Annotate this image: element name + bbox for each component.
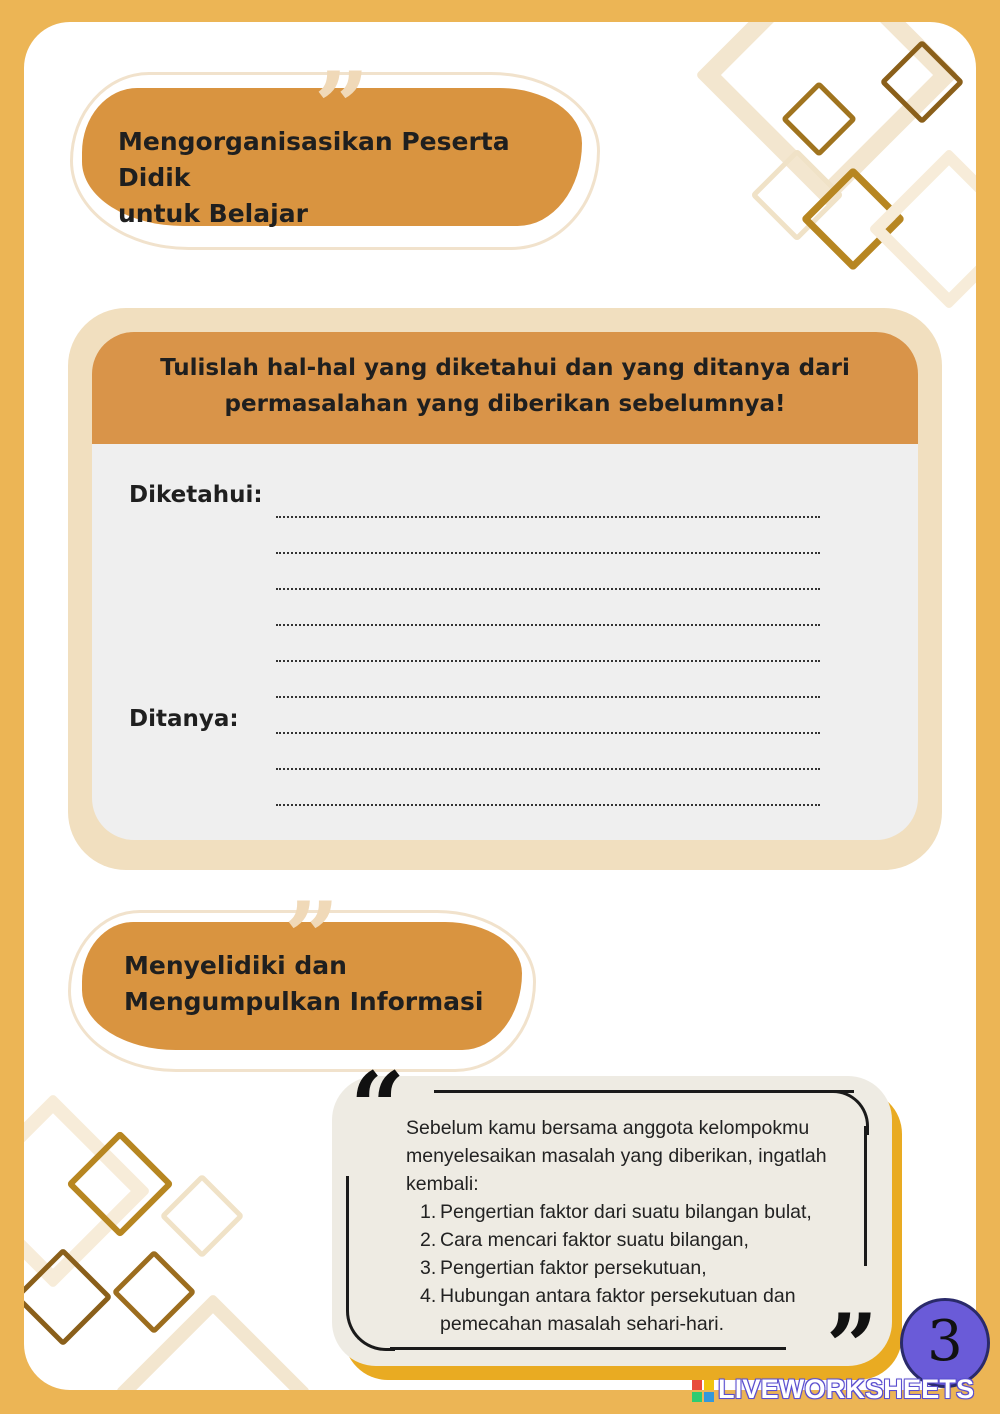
list-item-text: Cara mencari faktor suatu bilangan, [440,1229,749,1251]
asked-answer-line[interactable] [276,804,820,806]
section-title-line: untuk Belajar [118,199,308,228]
list-item-text: Pengertian faktor persekutuan, [440,1257,707,1279]
task-card-body [92,332,918,840]
section-title-line: Mengumpulkan Informasi [124,987,484,1016]
decoration-top-right [664,22,976,312]
reminder-intro: Sebelum kamu bersama anggota kelompokmu menyelesaikan masalah yang diberikan, ingatlah kembali: [406,1117,827,1195]
quote-open-icon: “ [350,1051,406,1164]
decoration-bottom-left [24,1102,254,1390]
task-card [68,308,942,870]
asked-answer-line[interactable] [276,768,820,770]
reminder-list [406,1198,866,1338]
asked-label: Ditanya: [129,706,239,732]
list-item-number: 4. [420,1285,437,1307]
known-answer-line[interactable] [276,588,820,590]
section-title-line: Menyelidiki dan [124,951,347,980]
list-item-number: 3. [420,1257,437,1279]
list-item [406,1254,866,1282]
known-answer-line[interactable] [276,552,820,554]
quote-icon: ” [284,881,340,994]
known-answer-line[interactable] [276,696,820,698]
list-item-text: Pengertian faktor dari suatu bilangan bulat, [440,1201,812,1223]
reminder-panel [332,1051,892,1390]
instruction-line: Tulislah hal-hal yang diketahui dan yang ditanya dari [160,355,850,381]
task-card-header [92,332,918,444]
task-instruction [122,350,888,422]
list-item-text: Hubungan antara faktor persekutuan dan pemecahan masalah sehari-hari. [440,1285,796,1335]
known-answer-line[interactable] [276,660,820,662]
section-title-line: Mengorganisasikan Peserta Didik [118,127,510,192]
liveworksheets-logo-icon [692,1380,714,1402]
quote-close-icon: ” [826,1294,878,1390]
known-answer-line[interactable] [276,516,820,518]
instruction-line: permasalahan yang diberikan sebelumnya! [224,391,786,417]
list-item-number: 1. [420,1201,437,1223]
known-answer-line[interactable] [276,624,820,626]
known-label: Diketahui: [129,482,263,508]
worksheet-page [24,22,976,1390]
asked-answer-line[interactable] [276,732,820,734]
list-item [406,1226,866,1254]
section-heading-2 [64,881,544,1082]
list-item [406,1198,866,1226]
page-number: 3 [927,1309,963,1374]
list-item-number: 2. [420,1229,437,1251]
list-item [406,1282,850,1338]
quote-icon: ” [314,51,370,164]
section-heading-1 [64,51,624,262]
watermark[interactable]: LIVEWORKSHEETS [718,1374,975,1404]
